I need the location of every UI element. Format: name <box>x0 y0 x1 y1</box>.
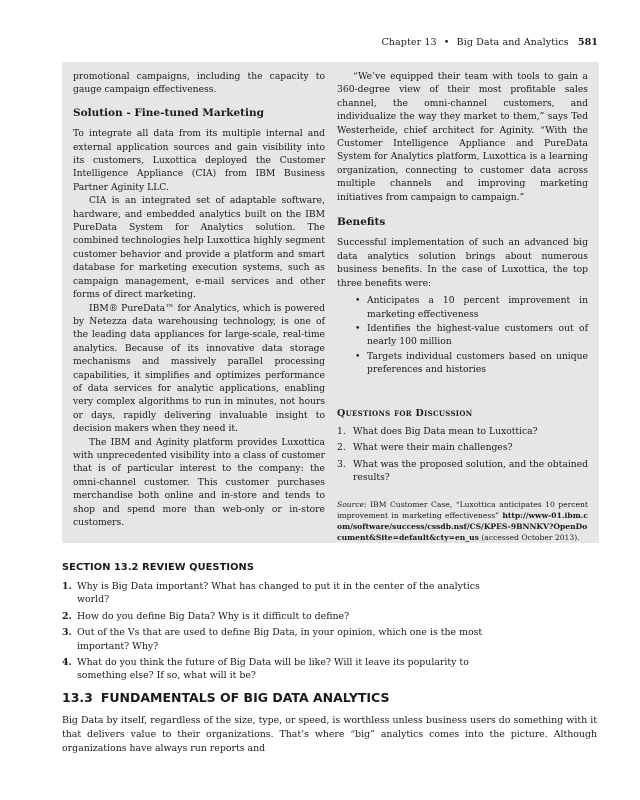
chapter-label: Chapter 13 <box>381 37 437 48</box>
list-item: 1. What does Big Data mean to Luxottica? <box>337 425 538 437</box>
list-item: 1. Why is Big Data important? What has changed to put it in the center of the analytics world? <box>62 581 480 606</box>
list-item: 2. What were their main challenges? <box>337 442 513 454</box>
list-item <box>355 350 588 377</box>
source-citation <box>337 499 588 544</box>
benefit-text: Targets individual customers based on unique preferences and histories <box>367 350 588 376</box>
benefits-list <box>337 294 588 376</box>
review-question-text: How do you define Big Data? Why is it difficult to define? <box>77 610 350 622</box>
benefits-intro: Successful implementation of such an advanced big data analytics solution brings about numerous business benefits. In the case of Luxottica, the top three benefits were: <box>337 237 588 289</box>
question-text: What does Big Data mean to Luxottica? <box>353 425 538 437</box>
discussion-questions <box>337 425 588 485</box>
case-right-column <box>337 70 588 544</box>
page-number: 581 <box>577 37 598 48</box>
case-intro-text: promotional campaigns, including the capacity to gauge campaign effectiveness. <box>73 71 325 96</box>
review-question-text: Why is Big Data important? What has changed to put it in the center of the analytics world? <box>77 581 480 606</box>
question-text: What were their main challenges? <box>353 442 513 454</box>
benefit-text: Identifies the highest-value customers out of nearly 100 million <box>367 322 588 348</box>
bullet-icon: • <box>355 322 361 334</box>
case-left-column <box>73 70 325 529</box>
list-item: 4. What do you think the future of Big Data will be like? Will it leave its popularity to something else? If so, what will it be? <box>62 657 469 682</box>
list-item: 2. How do you define Big Data? Why is it difficult to define? <box>62 610 350 622</box>
solution-heading: Solution - Fine-tuned Marketing <box>73 106 264 119</box>
section-body-text: Big Data by itself, regardless of the size, type, or speed, is worthless unless business users do something with it that delivers value to their organizations. That’s where “big” analytics comes into the picture. Although organizations have always run reports and <box>62 715 597 754</box>
question-text: What was the proposed solution, and the obtained results? <box>353 458 588 484</box>
benefits-heading: Benefits <box>337 216 386 229</box>
review-questions-heading: SECTION 13.2 REVIEW QUESTIONS <box>62 562 255 573</box>
header-separator: • <box>443 37 450 48</box>
review-questions <box>62 580 502 686</box>
solution-paragraph-2: CIA is an integrated set of adaptable software, hardware, and embedded analytics built on the IBM PureData System for Analytics solution. The combined technologies help Luxottica highly segment customer behavior and provide a platform and smart database for marketing execution systems, such as campaign management, e-mail services and other forms of direct marketing. <box>73 195 325 301</box>
section-heading <box>62 690 389 705</box>
solution-paragraph-3: IBM® PureData™ for Analytics, which is powered by Netezza data warehousing technology, is one of the leading data appliances for large-scale, real-time analytics. Because of its innovative data storage mechanisms and massively parallel processing capabilities, it simplifies and optimizes performance of data services for analytic applications, enabling very complex algorithms to run in minutes, not hours or days, rapidly delivering invaluable insight to decision makers when they need it. <box>73 302 325 435</box>
section-number: 13.3 <box>62 690 93 705</box>
source-label: Source: <box>337 499 367 509</box>
quote-paragraph: “We’ve equipped their team with tools to gain a 360-degree view of their most profitable sales channel, the omni-channel customers, and individualize the way they market to them,” says Ted Westerheide, chief architect for Aginity. “With the Customer Intelligence Appliance and PureData System for Analytics platform, Luxottica is a learning organization, connecting to customer data across multiple channels and improving marketing initiatives from campaign to campaign.” <box>337 71 588 203</box>
list-item <box>355 294 588 321</box>
running-header <box>381 37 598 48</box>
bullet-icon: • <box>355 295 361 307</box>
chapter-title: Big Data and Analytics <box>456 37 569 48</box>
bullet-icon: • <box>355 350 361 362</box>
benefit-text: Anticipates a 10 percent improvement in marketing effectiveness <box>367 295 588 320</box>
source-text: IBM Customer Case, “Luxottica anticipates 10 percent improvement in marketing effectiveness” <box>337 499 588 520</box>
solution-paragraph-4: The IBM and Aginity platform provides Luxottica with unprecedented visibility into a class of customer that is of particular interest to the company: the omni-channel customer. This customer purchases merchandise both online and in-store and tends to shop and spend more than web-only or in-store customers. <box>73 436 325 528</box>
solution-paragraph-1: To integrate all data from its multiple internal and external application sources and gain visibility into its customers, Luxottica deployed the Customer Intelligence Appliance (CIA) from IBM Business Partner Aginity LLC. <box>73 128 325 193</box>
source-url[interactable]: http://www-01.ibm.com/software/success/cssdb.nsf/CS/KPES-9BNNKV?OpenDocument&Site=default&cty=en_us <box>337 510 588 543</box>
list-item <box>355 322 588 349</box>
source-accessed: (accessed October 2013). <box>481 533 580 543</box>
review-question-text: What do you think the future of Big Data will be like? Will it leave its popularity to something else? If so, what will it be? <box>77 657 469 682</box>
review-question-text: Out of the Vs that are used to define Big Data, in your opinion, which one is the most important? Why? <box>77 627 483 652</box>
list-item: 3. What was the proposed solution, and the obtained results? <box>337 458 588 484</box>
discussion-heading: Questions for Discussion <box>337 407 473 419</box>
section-title: FUNDAMENTALS OF BIG DATA ANALYTICS <box>100 690 390 705</box>
list-item: 3. Out of the Vs that are used to define Big Data, in your opinion, which one is the most important? Why? <box>62 627 483 652</box>
